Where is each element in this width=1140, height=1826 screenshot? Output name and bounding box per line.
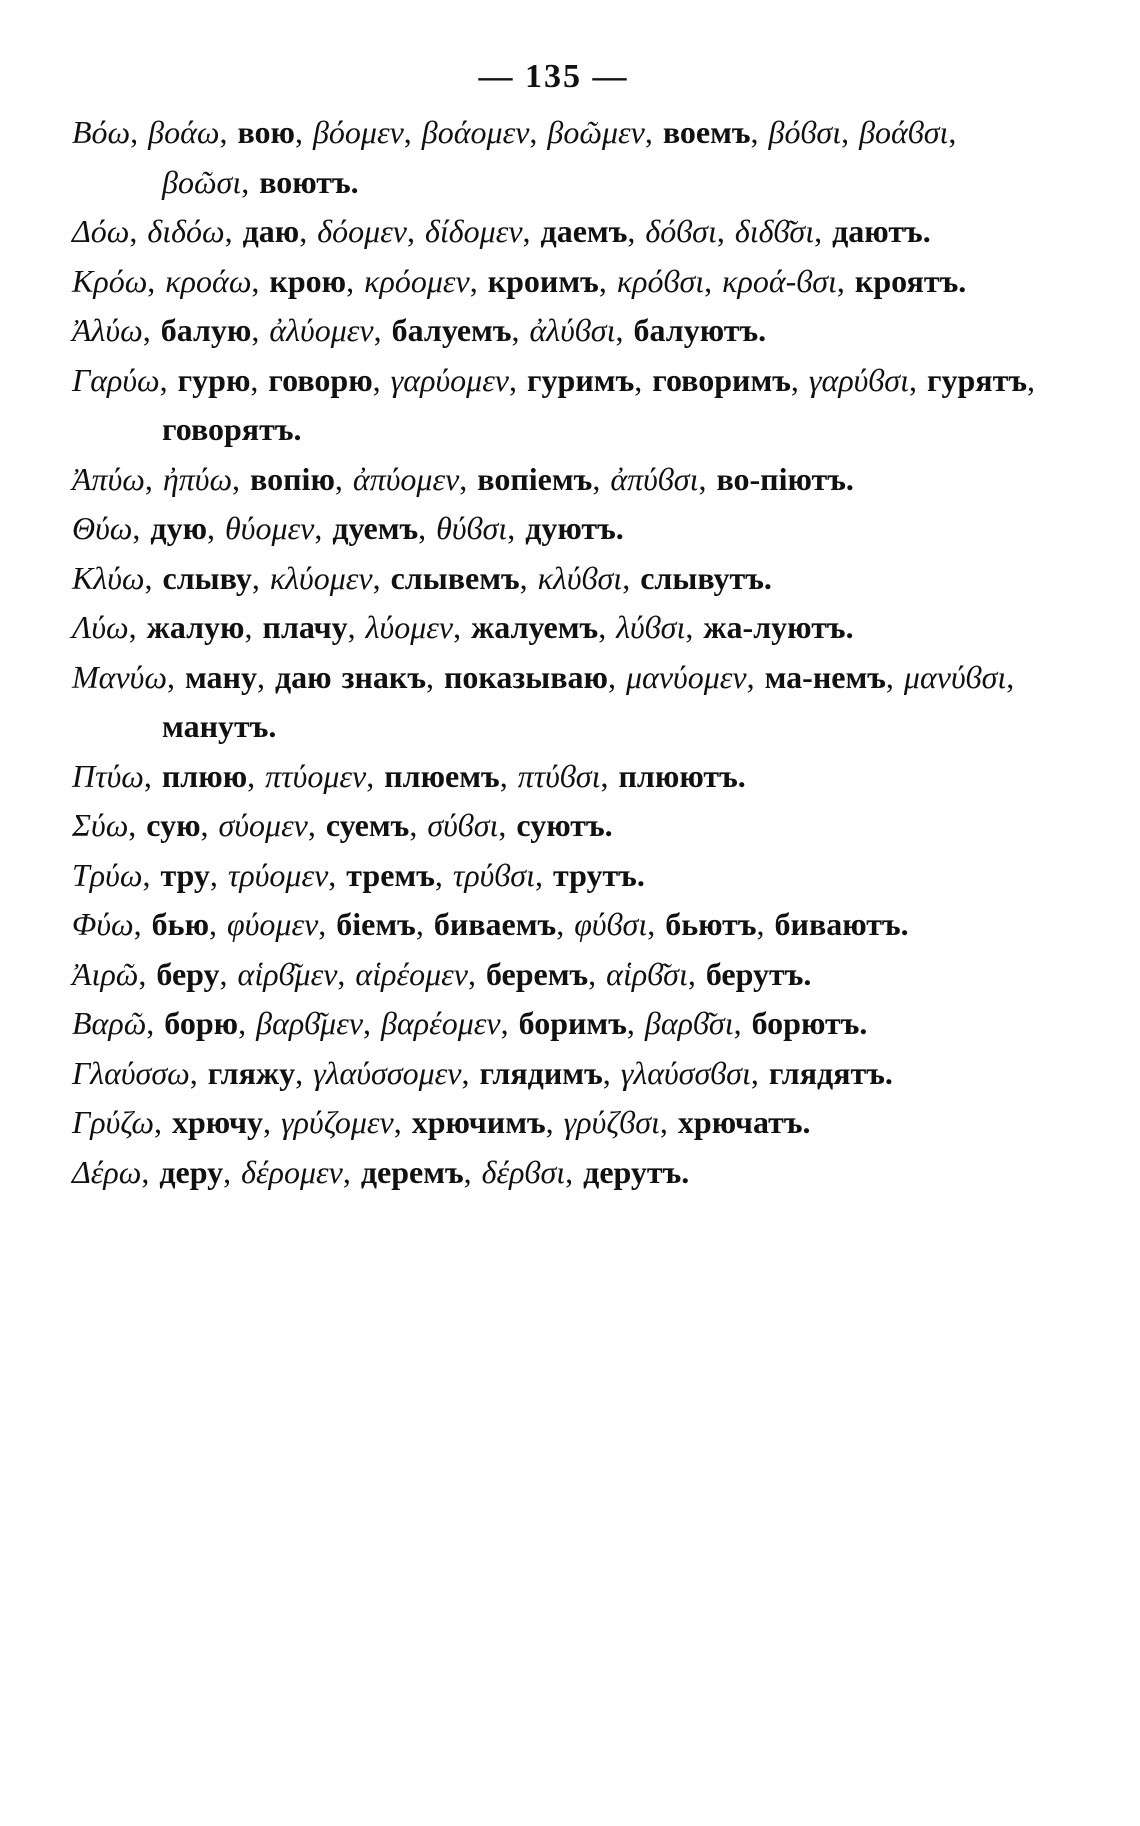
greek-form: τρύϐσι: [452, 856, 535, 893]
separator: ,: [307, 807, 326, 843]
page-number: — 135 —: [478, 58, 629, 95]
greek-form: γαρύομεν: [390, 361, 509, 398]
greek-form: θύϐσι: [436, 510, 508, 546]
separator: ,: [750, 114, 769, 150]
separator: ,: [142, 856, 161, 893]
verb-entry: [72, 207, 1035, 257]
greek-form: λύϐσι: [616, 609, 686, 645]
separator: ,: [836, 262, 855, 299]
russian-translation: плюю: [161, 757, 248, 794]
verb-entry: [72, 801, 1035, 851]
separator: ,: [716, 213, 735, 249]
separator: ,: [128, 807, 147, 843]
greek-form: Κλύω: [72, 559, 145, 596]
verb-entry: [72, 851, 1035, 901]
separator: ,: [256, 658, 275, 695]
separator: ,: [366, 757, 385, 794]
russian-translation: біемъ: [336, 906, 416, 942]
separator: ,: [841, 114, 860, 150]
greek-form: βαρϐ͂σι: [644, 1005, 734, 1041]
greek-form: γαρύϐσι: [808, 361, 909, 398]
russian-translation: суютъ.: [516, 807, 613, 843]
russian-translation: беремъ: [485, 955, 589, 992]
separator: ,: [756, 906, 775, 942]
verb-entry: [72, 1148, 1035, 1198]
separator: ,: [659, 1104, 678, 1140]
separator: ,: [814, 213, 833, 249]
russian-translation: вою: [237, 114, 295, 150]
greek-form: Τρύω: [72, 856, 143, 893]
greek-form: Μανύω: [72, 658, 167, 695]
separator: ,: [948, 114, 957, 150]
greek-form: ἠπύω: [162, 460, 233, 497]
russian-translation: даютъ.: [832, 213, 931, 249]
greek-form: Φύω: [72, 906, 134, 942]
greek-form: Ἀιρῶ: [72, 955, 139, 992]
russian-translation: вопіемъ: [477, 460, 593, 497]
separator: ,: [885, 658, 904, 695]
separator: ,: [128, 609, 147, 645]
verb-entry: [72, 108, 1035, 207]
verb-entry: [72, 950, 1035, 1000]
separator: ,: [372, 559, 391, 596]
greek-form: Θύω: [72, 510, 133, 546]
russian-translation: кроятъ.: [854, 262, 967, 299]
separator: ,: [622, 559, 641, 596]
separator: ,: [144, 559, 163, 596]
greek-form: κροάω: [165, 262, 252, 299]
separator: ,: [250, 361, 269, 398]
separator: ,: [519, 559, 538, 596]
verb-entry: [72, 603, 1035, 653]
separator: ,: [232, 460, 251, 497]
greek-form: πτύϐσι: [517, 757, 601, 794]
russian-translation: дуемъ: [332, 510, 419, 546]
greek-form: μανύϐσι: [903, 658, 1007, 695]
verb-entry: [72, 356, 1035, 455]
russian-translation: трутъ.: [552, 856, 645, 893]
verb-entry: [72, 257, 1035, 307]
separator: ,: [627, 213, 646, 249]
greek-form: βόομεν: [312, 114, 404, 150]
separator: ,: [507, 510, 526, 546]
greek-form: Γαρύω: [72, 361, 160, 398]
separator: ,: [418, 510, 437, 546]
russian-translation: тремъ: [346, 856, 435, 893]
greek-form: ἀπύϐσι: [610, 460, 699, 497]
russian-translation: вопію: [250, 460, 335, 497]
separator: ,: [146, 1005, 165, 1041]
separator: ,: [459, 460, 478, 497]
russian-translation: тру: [160, 856, 210, 893]
greek-form: Σύω: [72, 807, 129, 843]
separator: ,: [251, 312, 270, 348]
separator: ,: [499, 757, 518, 794]
separator: ,: [337, 955, 356, 992]
separator: ,: [498, 807, 517, 843]
russian-translation: воемъ: [662, 114, 751, 150]
greek-form: κροά-ϐσι: [722, 262, 837, 299]
separator: ,: [403, 114, 422, 150]
russian-translation: глядимъ: [479, 1054, 603, 1091]
separator: ,: [334, 460, 353, 497]
greek-form: Ἀλύω: [72, 312, 143, 348]
separator: ,: [746, 658, 765, 695]
separator: ,: [372, 361, 391, 398]
separator: ,: [698, 460, 717, 497]
greek-form: κλύομεν: [269, 559, 373, 596]
separator: ,: [434, 856, 453, 893]
separator: ,: [626, 1005, 645, 1041]
separator: ,: [1006, 658, 1015, 695]
russian-translation: балуютъ.: [633, 312, 767, 348]
greek-form: βαρέομεν: [381, 1005, 501, 1041]
separator: ,: [607, 658, 626, 695]
russian-translation: гуримъ: [527, 361, 635, 398]
russian-translation: хрючу: [171, 1104, 264, 1140]
separator: ,: [704, 262, 723, 299]
separator: ,: [130, 114, 149, 150]
russian-translation: даемъ: [540, 213, 628, 249]
greek-form: δόομεν: [317, 213, 407, 249]
russian-translation: воютъ.: [259, 163, 359, 200]
russian-translation: балуемъ: [391, 312, 512, 348]
greek-form: πτύομεν: [265, 757, 367, 794]
russian-translation: гурю: [177, 361, 251, 398]
separator: ,: [153, 1104, 172, 1140]
separator: ,: [209, 856, 228, 893]
verb-entry: [72, 554, 1035, 604]
separator: ,: [733, 1005, 752, 1041]
greek-form: Γρύζω: [72, 1104, 154, 1140]
greek-form: διδϐ͂σι: [734, 213, 815, 249]
greek-form: βόϐσι: [768, 114, 842, 150]
russian-translation: деремъ: [360, 1153, 464, 1190]
russian-translation: говорятъ.: [162, 411, 302, 447]
russian-translation: плюютъ.: [618, 757, 746, 794]
russian-translation: биваемъ: [433, 906, 557, 942]
separator: ,: [509, 361, 527, 398]
separator: ,: [453, 609, 472, 645]
separator: ,: [251, 559, 270, 596]
separator: ,: [144, 460, 163, 497]
russian-translation: бью: [151, 906, 210, 942]
separator: ,: [687, 955, 706, 992]
separator: ,: [469, 262, 488, 299]
greek-form: αἱρέομεν: [355, 955, 468, 992]
separator: ,: [467, 955, 486, 992]
russian-translation: жалую: [146, 609, 245, 645]
greek-form: σύϐσι: [427, 807, 499, 843]
separator: ,: [363, 1005, 382, 1041]
separator: ,: [129, 213, 148, 249]
verb-entry: [72, 653, 1035, 752]
separator: ,: [138, 955, 157, 992]
russian-translation: жа-луютъ.: [703, 609, 854, 645]
greek-form: Λύω: [72, 609, 129, 645]
greek-form: διδόω: [147, 213, 225, 249]
greek-form: βοῶμεν: [547, 114, 645, 150]
russian-translation: сую: [146, 807, 201, 843]
russian-translation: гляжу: [207, 1054, 296, 1091]
russian-translation: беру: [156, 955, 220, 992]
separator: ,: [556, 906, 575, 942]
verb-entry: [72, 900, 1035, 950]
separator: ,: [511, 312, 530, 348]
separator: ,: [1026, 361, 1035, 398]
separator: ,: [238, 1005, 257, 1041]
verb-entry: [72, 455, 1035, 505]
russian-translation: даю: [242, 213, 300, 249]
russian-translation: хрючатъ.: [677, 1104, 811, 1140]
separator: ,: [522, 213, 541, 249]
separator: ,: [588, 955, 607, 992]
separator: ,: [461, 1054, 480, 1091]
separator: ,: [141, 1153, 160, 1190]
separator: ,: [393, 1104, 412, 1140]
separator: ,: [592, 460, 611, 497]
separator: ,: [634, 361, 653, 398]
greek-form: ἀπύομεν: [352, 460, 460, 497]
russian-translation: даю знакъ: [274, 658, 426, 695]
greek-form: βοῶσι: [162, 163, 242, 200]
greek-form: φύομεν: [227, 906, 319, 942]
verb-entry: [72, 504, 1035, 554]
greek-form: σύομεν: [218, 807, 308, 843]
russian-translation: борютъ.: [751, 1005, 868, 1041]
russian-translation: глядятъ.: [768, 1054, 893, 1091]
separator: ,: [223, 1153, 242, 1190]
separator: ,: [219, 114, 238, 150]
greek-form: κλύϐσι: [537, 559, 623, 596]
russian-translation: говоримъ: [652, 361, 791, 398]
separator: ,: [209, 906, 228, 942]
greek-form: γλαύσσϐσι: [620, 1054, 751, 1091]
greek-form: λύομεν: [365, 609, 454, 645]
russian-translation: плачу: [262, 609, 348, 645]
separator: ,: [251, 262, 270, 299]
separator: ,: [328, 856, 347, 893]
russian-translation: манутъ.: [162, 708, 277, 744]
russian-translation: берутъ.: [705, 955, 812, 992]
separator: ,: [602, 1054, 621, 1091]
greek-form: βοάω: [148, 114, 220, 150]
russian-translation: слыву: [162, 559, 252, 596]
russian-translation: слывутъ.: [640, 559, 772, 596]
separator: ,: [500, 1005, 519, 1041]
greek-form: μανύομεν: [625, 658, 747, 695]
russian-translation: крою: [269, 262, 347, 299]
russian-translation: кроимъ: [487, 262, 599, 299]
separator: ,: [159, 361, 178, 398]
greek-form: τρύομεν: [227, 856, 329, 893]
greek-form: δέρομεν: [241, 1153, 343, 1190]
greek-form: αἱρϐ͂σι: [606, 955, 688, 992]
greek-form: ἀλύϐσι: [529, 312, 616, 348]
separator: ,: [189, 1054, 208, 1091]
separator: ,: [142, 312, 161, 348]
separator: ,: [407, 213, 425, 249]
russian-translation: гурятъ: [926, 361, 1027, 398]
greek-form: αἱρϐ͂μεν: [237, 955, 338, 992]
separator: ,: [219, 955, 238, 992]
greek-form: βοάομεν: [421, 114, 530, 150]
separator: ,: [598, 609, 617, 645]
separator: ,: [750, 1054, 769, 1091]
russian-translation: суемъ: [325, 807, 410, 843]
separator: ,: [534, 856, 553, 893]
separator: ,: [409, 807, 428, 843]
separator: ,: [314, 510, 333, 546]
greek-form: Βαρῶ: [72, 1005, 147, 1041]
greek-form: Πτύω: [72, 757, 144, 794]
separator: ,: [600, 757, 619, 794]
separator: ,: [263, 1104, 282, 1140]
russian-translation: деру: [159, 1153, 224, 1190]
russian-translation: биваютъ.: [774, 906, 909, 942]
separator: ,: [247, 757, 266, 794]
greek-form: γλαύσσομεν: [313, 1054, 462, 1091]
greek-form: Κρόω: [72, 262, 148, 299]
russian-translation: хрючимъ: [411, 1104, 546, 1140]
separator: ,: [207, 510, 226, 546]
separator: ,: [166, 658, 185, 695]
russian-translation: дую: [150, 510, 208, 546]
russian-translation: борю: [164, 1005, 239, 1041]
separator: ,: [224, 213, 243, 249]
separator: ,: [415, 906, 434, 942]
greek-form: φύϐσι: [574, 906, 648, 942]
greek-form: κρόϐσι: [616, 262, 705, 299]
greek-form: δίδομεν: [425, 213, 523, 249]
separator: ,: [147, 262, 166, 299]
separator: ,: [463, 1153, 482, 1190]
verb-entry: [72, 306, 1035, 356]
greek-form: Ἀπύω: [72, 460, 145, 497]
russian-translation: говорю: [268, 361, 373, 398]
greek-form: δέρϐσι: [481, 1153, 566, 1190]
separator: ,: [545, 1104, 564, 1140]
greek-form: Δόω: [72, 213, 130, 249]
greek-form: γρύζομεν: [281, 1104, 394, 1140]
separator: ,: [295, 1054, 314, 1091]
greek-form: δόϐσι: [645, 213, 717, 249]
separator: ,: [347, 609, 366, 645]
separator: ,: [294, 114, 313, 150]
verb-entry: [72, 752, 1035, 802]
separator: ,: [133, 906, 152, 942]
separator: ,: [373, 312, 392, 348]
russian-translation: показываю: [443, 658, 608, 695]
greek-form: Γλαύσσω: [72, 1054, 190, 1091]
russian-translation: бьютъ: [665, 906, 757, 942]
greek-form: ἀλύομεν: [269, 312, 374, 348]
separator: ,: [529, 114, 548, 150]
greek-form: κρόομεν: [364, 262, 470, 299]
separator: ,: [342, 1153, 361, 1190]
separator: ,: [425, 658, 444, 695]
separator: ,: [598, 262, 617, 299]
greek-form: γρύζϐσι: [563, 1104, 660, 1140]
verb-entry: [72, 999, 1035, 1049]
russian-translation: дуютъ.: [525, 510, 624, 546]
greek-form: βοάϐσι: [859, 114, 949, 150]
greek-form: Δέρω: [72, 1153, 142, 1190]
russian-translation: ману: [184, 658, 257, 695]
separator: ,: [615, 312, 634, 348]
greek-form: βαρϐ͂μεν: [256, 1005, 364, 1041]
separator: ,: [908, 361, 927, 398]
separator: ,: [132, 510, 151, 546]
separator: ,: [241, 163, 260, 200]
separator: ,: [647, 906, 666, 942]
separator: ,: [346, 262, 365, 299]
separator: ,: [565, 1153, 584, 1190]
russian-translation: ма-немъ: [764, 658, 886, 695]
verb-entry: [72, 1098, 1035, 1148]
separator: ,: [143, 757, 162, 794]
russian-translation: дерутъ.: [583, 1153, 690, 1190]
separator: ,: [244, 609, 263, 645]
separator: ,: [644, 114, 663, 150]
separator: ,: [685, 609, 704, 645]
verb-entry: [72, 1049, 1035, 1099]
russian-translation: боримъ: [518, 1005, 627, 1041]
russian-translation: жалуемъ: [471, 609, 599, 645]
separator: ,: [200, 807, 219, 843]
russian-translation: слывемъ: [390, 559, 520, 596]
verb-list: [72, 108, 1035, 1197]
russian-translation: во-піютъ.: [716, 460, 854, 497]
russian-translation: балую: [160, 312, 252, 348]
separator: ,: [790, 361, 809, 398]
greek-form: θύομεν: [225, 510, 315, 546]
russian-translation: плюемъ: [384, 757, 500, 794]
separator: ,: [318, 906, 337, 942]
greek-form: Βόω: [72, 114, 131, 150]
separator: ,: [299, 213, 318, 249]
